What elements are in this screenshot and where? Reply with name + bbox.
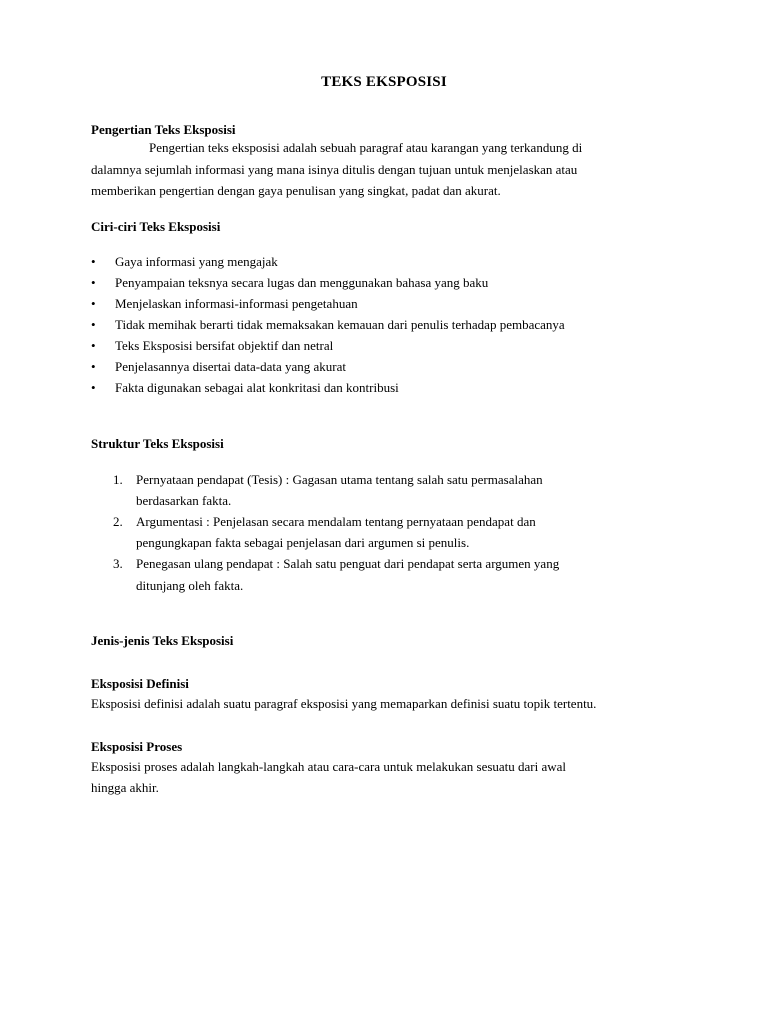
bullet-icon: • bbox=[91, 338, 96, 353]
paragraph-line: memberikan pengertian dengan gaya penulisan yang singkat, padat dan akurat. bbox=[91, 183, 501, 198]
paragraph-line: Pengertian teks eksposisi adalah sebuah paragraf atau karangan yang terkandung di bbox=[149, 140, 583, 155]
item-number: 3. bbox=[113, 556, 123, 571]
item-number: 1. bbox=[113, 472, 123, 487]
section-heading-pengertian: Pengertian Teks Eksposisi bbox=[91, 122, 236, 137]
item-text-continuation: ditunjang oleh fakta. bbox=[136, 578, 244, 593]
section-heading-ciri: Ciri-ciri Teks Eksposisi bbox=[91, 219, 221, 234]
bullet-icon: • bbox=[91, 380, 96, 395]
paragraph-line: Eksposisi proses adalah langkah-langkah atau cara-cara untuk melakukan sesuatu dari awal bbox=[91, 759, 567, 774]
subheading-definisi: Eksposisi Definisi bbox=[91, 676, 189, 691]
list-item-text: Tidak memihak berarti tidak memaksakan kemauan dari penulis terhadap pembacanya bbox=[115, 317, 565, 332]
paragraph-line: dalamnya sejumlah informasi yang mana isinya ditulis dengan tujuan untuk menjelaskan atau bbox=[91, 162, 578, 177]
list-item-text: Penjelasannya disertai data-data yang akurat bbox=[115, 359, 347, 374]
list-item-text: Penyampaian teksnya secara lugas dan menggunakan bahasa yang baku bbox=[115, 275, 489, 290]
document-title: TEKS EKSPOSISI bbox=[321, 74, 447, 90]
bullet-icon: • bbox=[91, 296, 96, 311]
bullet-icon: • bbox=[91, 254, 96, 269]
bullet-icon: • bbox=[91, 359, 96, 374]
list-item-text: Fakta digunakan sebagai alat konkritasi dan kontribusi bbox=[115, 380, 399, 395]
paragraph-line: Eksposisi definisi adalah suatu paragraf eksposisi yang memaparkan definisi suatu topik tertentu. bbox=[91, 696, 597, 711]
section-heading-struktur: Struktur Teks Eksposisi bbox=[91, 436, 224, 451]
item-text-continuation: pengungkapan fakta sebagai penjelasan dari argumen si penulis. bbox=[136, 535, 470, 550]
bullet-icon: • bbox=[91, 317, 96, 332]
list-item-text: Menjelaskan informasi-informasi pengetahuan bbox=[115, 296, 358, 311]
item-text: Pernyataan pendapat (Tesis) : Gagasan utama tentang salah satu permasalahan bbox=[136, 472, 543, 487]
paragraph-line: hingga akhir. bbox=[91, 780, 159, 795]
list-item-text: Teks Eksposisi bersifat objektif dan netral bbox=[115, 338, 334, 353]
item-text: Penegasan ulang pendapat : Salah satu penguat dari pendapat serta argumen yang bbox=[136, 556, 560, 571]
item-text: Argumentasi : Penjelasan secara mendalam tentang pernyataan pendapat dan bbox=[136, 514, 536, 529]
subheading-proses: Eksposisi Proses bbox=[91, 739, 183, 754]
item-number: 2. bbox=[113, 514, 123, 529]
section-heading-jenis: Jenis-jenis Teks Eksposisi bbox=[91, 633, 234, 648]
list-item-text: Gaya informasi yang mengajak bbox=[115, 254, 278, 269]
item-text-continuation: berdasarkan fakta. bbox=[136, 493, 232, 508]
bullet-icon: • bbox=[91, 275, 96, 290]
